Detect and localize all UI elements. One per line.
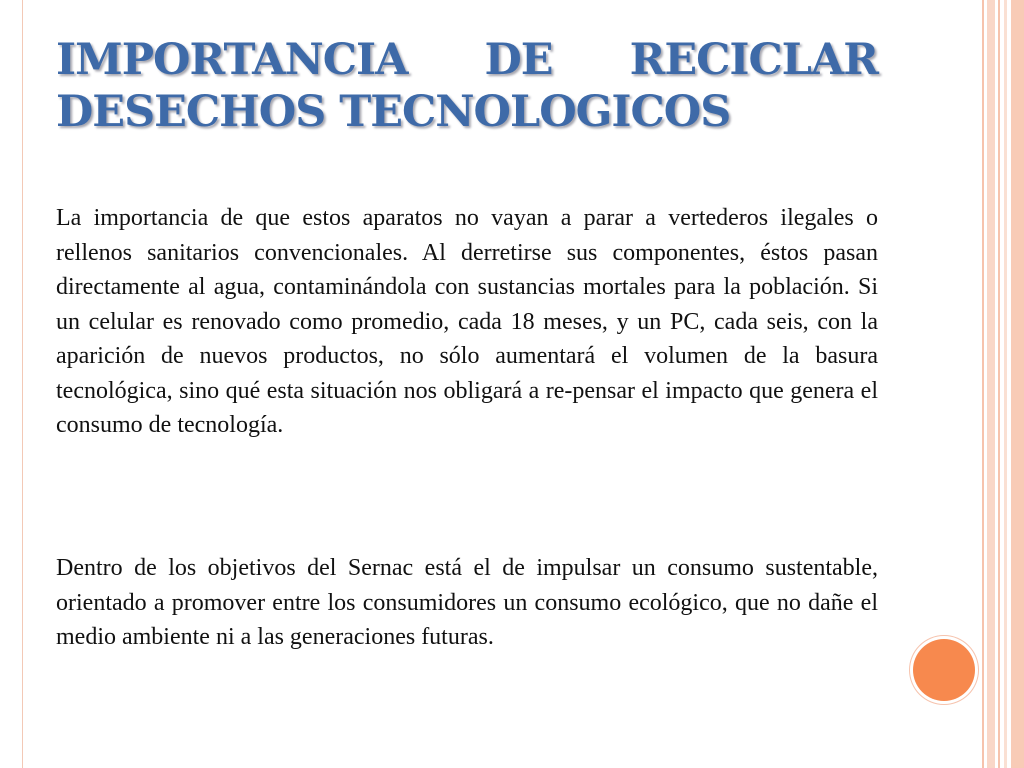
body-paragraph-1: La importancia de que estos aparatos no vayan a parar a vertederos ilegales o rellenos sanitarios convencionales. Al derretirse sus componentes, éstos pasan directamente al agua, contaminándola con sustancias mortales para la población. Si un celular es renovado como promedio, cada 18 meses, y un PC, cada seis, con la aparición de nuevos productos, no sólo aumentará el volumen de la basura tecnológica, sino qué esta situación nos obligará a re-pensar el impacto que genera el consumo de tecnología. [56,205,878,438]
stripe [982,0,984,768]
slide-title: IMPORTANCIA DE RECICLAR DESECHOS TECNOLOGICOS [56,35,878,137]
stripe [1011,0,1024,768]
stripe [998,0,1000,768]
orange-circle-decoration [913,639,975,701]
left-frame-line [22,0,23,768]
stripe [1004,0,1007,768]
stripe [987,0,995,768]
body-paragraph-2: Dentro de los objetivos del Sernac está el de impulsar un consumo sustentable, orientado a promover entre los consumidores un consumo ecológico, que no dañe el medio ambiente ni a las generaciones futuras. [56,555,878,650]
